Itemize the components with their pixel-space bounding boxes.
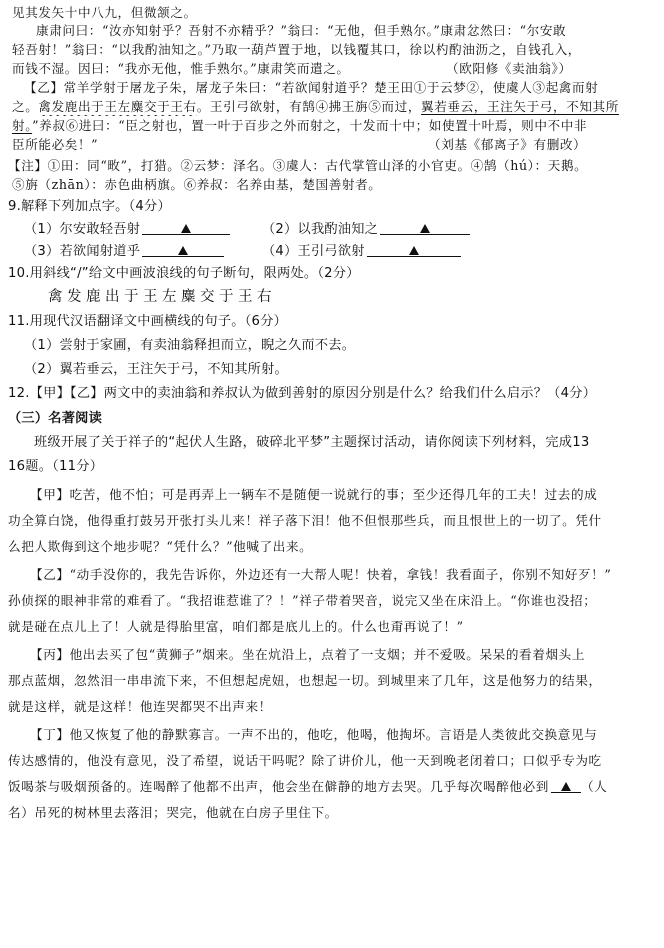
text-fragment: （人 — [580, 779, 608, 794]
passage-line: 就是这样，就是这样！他连哭都哭不出声来！ — [8, 699, 272, 714]
section-heading: （三）名著阅读 — [8, 411, 103, 426]
text-line: 【乙】常羊学射于屠龙子朱，屠龙子朱曰：“若欲闻射道乎？楚王田①于云梦②，使虞人③起禽而射 — [24, 80, 599, 95]
triangle-marker-icon — [420, 224, 430, 233]
question-item-text: （3）若欲闻射道乎 — [24, 244, 141, 259]
question-item: （1）尝射于家圃，有卖油翁释担而立，睨之久而不去。 — [24, 338, 356, 353]
triangle-marker-icon — [178, 246, 188, 255]
triangle-marker-icon — [181, 224, 191, 233]
answer-blank[interactable] — [142, 242, 224, 257]
underlined-sentence: 翼若垂云，王注矢于弓，不知其所 — [421, 99, 619, 114]
answer-blank[interactable] — [142, 220, 230, 235]
text-line — [12, 98, 619, 116]
text-fragment: ”养叔⑥进曰：“臣之射也，置一叶于百步之外而射之，十发而十中；如使置十叶焉，则中不中非 — [32, 118, 588, 133]
intro-line: 班级开展了关于祥子的“起伏人生路，破碎北平梦”主题探讨活动，请你阅读下列材料，完成13 — [34, 435, 590, 450]
question-item-text: （4）王引弓欲射 — [262, 244, 365, 259]
passage-line: 【丙】他出去买了包“黄狮子”烟来。坐在炕沿上，点着了一支烟；并不爱吸。呆呆的看着烟头上 — [30, 647, 586, 662]
passage-line: 么把人欺侮到这个地步呢？“凭什么？”他喊了出来。 — [8, 539, 313, 554]
question-item: （2）翼若垂云，王注矢于弓，不知其所射。 — [24, 362, 288, 377]
source-citation: （欧阳修《卖油翁》） — [446, 61, 572, 76]
text-line: 轻吾射！”翁曰：“以我酌油知之。”乃取一葫芦置于地，以钱覆其口，徐以杓酌油沥之，自钱孔入， — [12, 42, 581, 57]
passage-line: 那点蓝烟，忽然泪一串串流下来，不但想起虎妞，也想起一切。到城里来了几年，这是他努力的结果， — [8, 673, 602, 688]
answer-blank[interactable] — [367, 242, 461, 257]
passage-line: 【甲】吃苦，他不怕；可是再弄上一辆车不是随便一说就行的事；至少还得几年的工夫！过去的成 — [30, 487, 598, 502]
text-line: 臣所能必矣！” — [12, 137, 99, 152]
question-item — [262, 220, 470, 239]
passage-line: 名）吊死的树林里去落泪；哭完，他就在白房子里住下。 — [8, 805, 338, 820]
passage-line: 功全算白饶，他得重打鼓另开张打头儿来！祥子落下泪！他不但恨那些兵，而且恨世上的一切了。凭什 — [8, 513, 602, 528]
triangle-marker-icon — [561, 782, 571, 791]
question-12: 12.【甲】【乙】两文中的卖油翁和养叔认为做到善射的原因分别是什么？给我们什么启示？（4分） — [8, 386, 597, 401]
passage-line: 传达感情的，他没有意见，没了希望，说话干吗呢？除了讲价儿，他一天到晚老闭着口；口似乎专为吃 — [8, 753, 602, 768]
text-fragment: 饭喝茶与吸烟预备的。连喝醉了他都不出声，他会坐在僻静的地方去哭。几乎每次喝醉他必到 — [8, 779, 549, 794]
wavy-underlined-sentence: 禽发鹿出于王左麋交于王右 — [38, 99, 197, 114]
question-item — [262, 242, 461, 261]
question-10: 10.用斜线“/”给文中画波浪线的句子断句，限两处。（2分） — [8, 266, 360, 281]
question-item-text: （1）尔安敢轻吾射 — [24, 222, 141, 237]
passage-line: 孙侦探的眼神非常的难看了。“我招谁惹谁了？！”祥子带着哭音，说完又坐在床沿上。“你谁也没招； — [8, 593, 597, 608]
text-line: 见其发矢十中八九，但微颔之。 — [12, 5, 197, 20]
question-item-text: （2）以我酌油知之 — [262, 222, 379, 237]
text-fragment: 。王引弓欲射，有鹄④拂王旃⑤而过， — [196, 99, 422, 114]
text-fragment: 之。 — [12, 99, 39, 114]
text-line — [12, 117, 587, 135]
question-9: 9.解释下列加点字。（4分） — [8, 199, 171, 214]
question-item — [24, 242, 224, 261]
answer-blank[interactable] — [380, 220, 470, 235]
text-line: 康肃问曰：“汝亦知射乎？吾射不亦精乎？”翁曰：“无他，但手熟尔。”康肃忿然曰：“尔安敢 — [36, 23, 567, 38]
annotation-line: ⑤旃（zhān）：赤色曲柄旗。⑥养叔：名养由基，楚国善射者。 — [12, 177, 382, 192]
annotation-line: 【注】①田：同“畋”，打猎。②云梦：泽名。③虞人：古代掌管山泽的小官吏。④鹄（hú）：天鹅。 — [8, 158, 588, 173]
passage-line — [8, 778, 607, 796]
underlined-sentence: 射。 — [12, 118, 33, 133]
question-item — [24, 220, 230, 239]
sentence-to-segment[interactable]: 禽发鹿出于王左麋交于王右 — [48, 289, 276, 305]
passage-line: 【丁】他又恢复了他的静默寡言。一声不出的，他吃，他喝，他掏坏。言语是人类彼此交换意见与 — [30, 727, 598, 742]
source-citation: （刘基《郁离子》有删改） — [428, 137, 587, 152]
question-11: 11.用现代汉语翻译文中画横线的句子。（6分） — [8, 314, 288, 329]
answer-blank[interactable] — [551, 778, 581, 793]
passage-line: 就是碰在点儿上了！人就是得胎里富，咱们都是底儿上的。什么也甭再说了！” — [8, 619, 464, 634]
intro-line: 16题。（11分） — [8, 459, 104, 474]
passage-line: 【乙】“动手没你的，我先告诉你，外边还有一大帮人呢！快着，拿钱！我看面子，你别不知好歹！” — [30, 567, 612, 582]
triangle-marker-icon — [409, 246, 419, 255]
text-line: 而钱不湿。因曰：“我亦无他，惟手熟尔。”康肃笑而遣之。 — [12, 61, 350, 76]
